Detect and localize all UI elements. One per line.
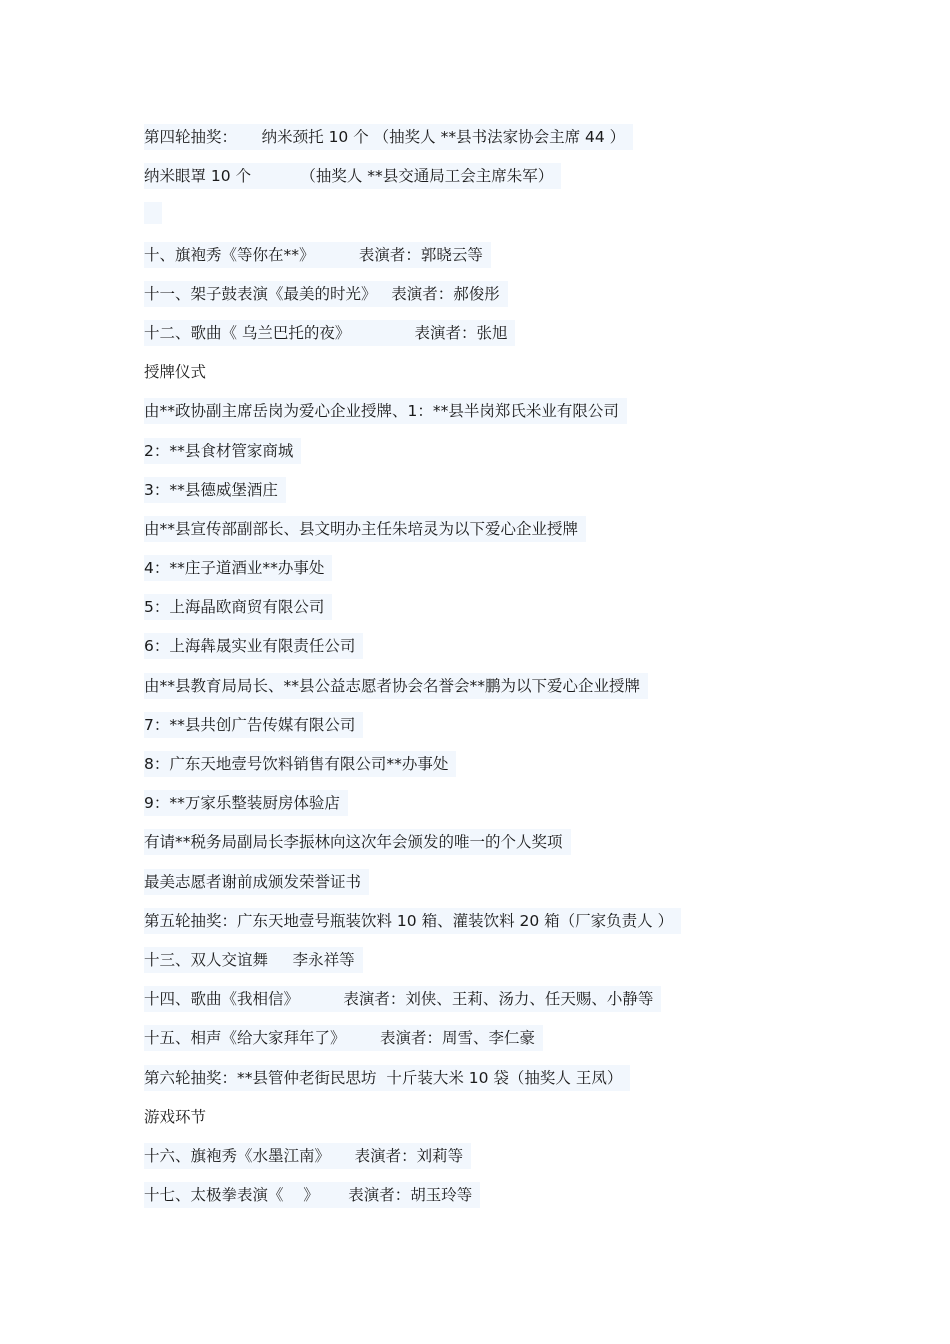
- line-text: 授牌仪式: [144, 363, 207, 382]
- line-text: 9：**万家乐整装厨房体验店: [144, 790, 348, 816]
- text-line: [144, 594, 864, 633]
- text-line: [144, 790, 864, 829]
- text-line: [144, 124, 864, 163]
- line-text: 6：上海犇晟实业有限责任公司: [144, 633, 363, 659]
- text-line: [144, 320, 864, 359]
- line-text: 十一、架子鼓表演《最美的时光》 表演者：郝俊彤: [144, 281, 508, 307]
- line-text: [144, 202, 162, 224]
- text-line: [144, 555, 864, 594]
- text-line: [144, 712, 864, 751]
- text-line: [144, 1143, 864, 1182]
- text-line: [144, 947, 864, 986]
- text-line: [144, 163, 864, 202]
- line-text: 十五、相声《给大家拜年了》 表演者：周雪、李仁豪: [144, 1025, 543, 1051]
- line-text: 5：上海晶欧商贸有限公司: [144, 594, 332, 620]
- line-text: 十四、歌曲《我相信》 表演者：刘侠、王莉、汤力、任天赐、小静等: [144, 986, 661, 1012]
- text-line: [144, 673, 864, 712]
- line-text: 第四轮抽奖： 纳米颈托 10 个 （抽奖人 **县书法家协会主席 44 ）: [144, 124, 633, 150]
- text-line: [144, 1065, 864, 1104]
- text-line: [144, 986, 864, 1025]
- text-line: [144, 633, 864, 672]
- line-text: 有请**税务局副局长李振林向这次年会颁发的唯一的个人奖项: [144, 829, 571, 855]
- text-line: [144, 1104, 864, 1143]
- line-text: 第五轮抽奖：广东天地壹号瓶装饮料 10 箱、灌装饮料 20 箱（厂家负责人 ）: [144, 908, 681, 934]
- text-line: [144, 1182, 864, 1221]
- text-line: [144, 908, 864, 947]
- line-text: 8：广东天地壹号饮料销售有限公司**办事处: [144, 751, 456, 777]
- text-line: [144, 1025, 864, 1064]
- line-text: 纳米眼罩 10 个 （抽奖人 **县交通局工会主席朱军）: [144, 163, 561, 189]
- line-text: 十二、歌曲《 乌兰巴托的夜》 表演者：张旭: [144, 320, 515, 346]
- text-line: [144, 516, 864, 555]
- blank-line: [144, 202, 864, 241]
- program-text: [144, 124, 864, 1221]
- text-line: [144, 281, 864, 320]
- line-text: 十七、太极拳表演《 》 表演者：胡玉玲等: [144, 1182, 480, 1208]
- text-line: [144, 359, 864, 398]
- text-line: [144, 438, 864, 477]
- line-text: 3：**县德威堡酒庄: [144, 477, 286, 503]
- text-line: [144, 242, 864, 281]
- line-text: 最美志愿者谢前成颁发荣誉证书: [144, 869, 369, 895]
- line-text: 十六、旗袍秀《水墨江南》 表演者：刘莉等: [144, 1143, 471, 1169]
- line-text: 4：**庄子道酒业**办事处: [144, 555, 332, 581]
- text-line: [144, 829, 864, 868]
- line-text: 第六轮抽奖：**县管仲老街民思坊 十斤装大米 10 袋（抽奖人 王凤）: [144, 1065, 630, 1091]
- line-text: 由**县宣传部副部长、县文明办主任朱培灵为以下爱心企业授牌: [144, 516, 586, 542]
- text-line: [144, 477, 864, 516]
- line-text: 由**政协副主席岳岗为爱心企业授牌、1：**县半岗郑氏米业有限公司: [144, 398, 627, 424]
- text-line: [144, 398, 864, 437]
- line-text: 2：**县食材管家商城: [144, 438, 301, 464]
- line-text: 由**县教育局局长、**县公益志愿者协会名誉会**鹏为以下爱心企业授牌: [144, 673, 648, 699]
- line-text: 7：**县共创广告传媒有限公司: [144, 712, 363, 738]
- text-line: [144, 751, 864, 790]
- text-line: [144, 869, 864, 908]
- line-text: 十、旗袍秀《等你在**》 表演者：郭晓云等: [144, 242, 491, 268]
- line-text: 游戏环节: [144, 1107, 207, 1126]
- line-text: 十三、双人交谊舞 李永祥等: [144, 947, 363, 973]
